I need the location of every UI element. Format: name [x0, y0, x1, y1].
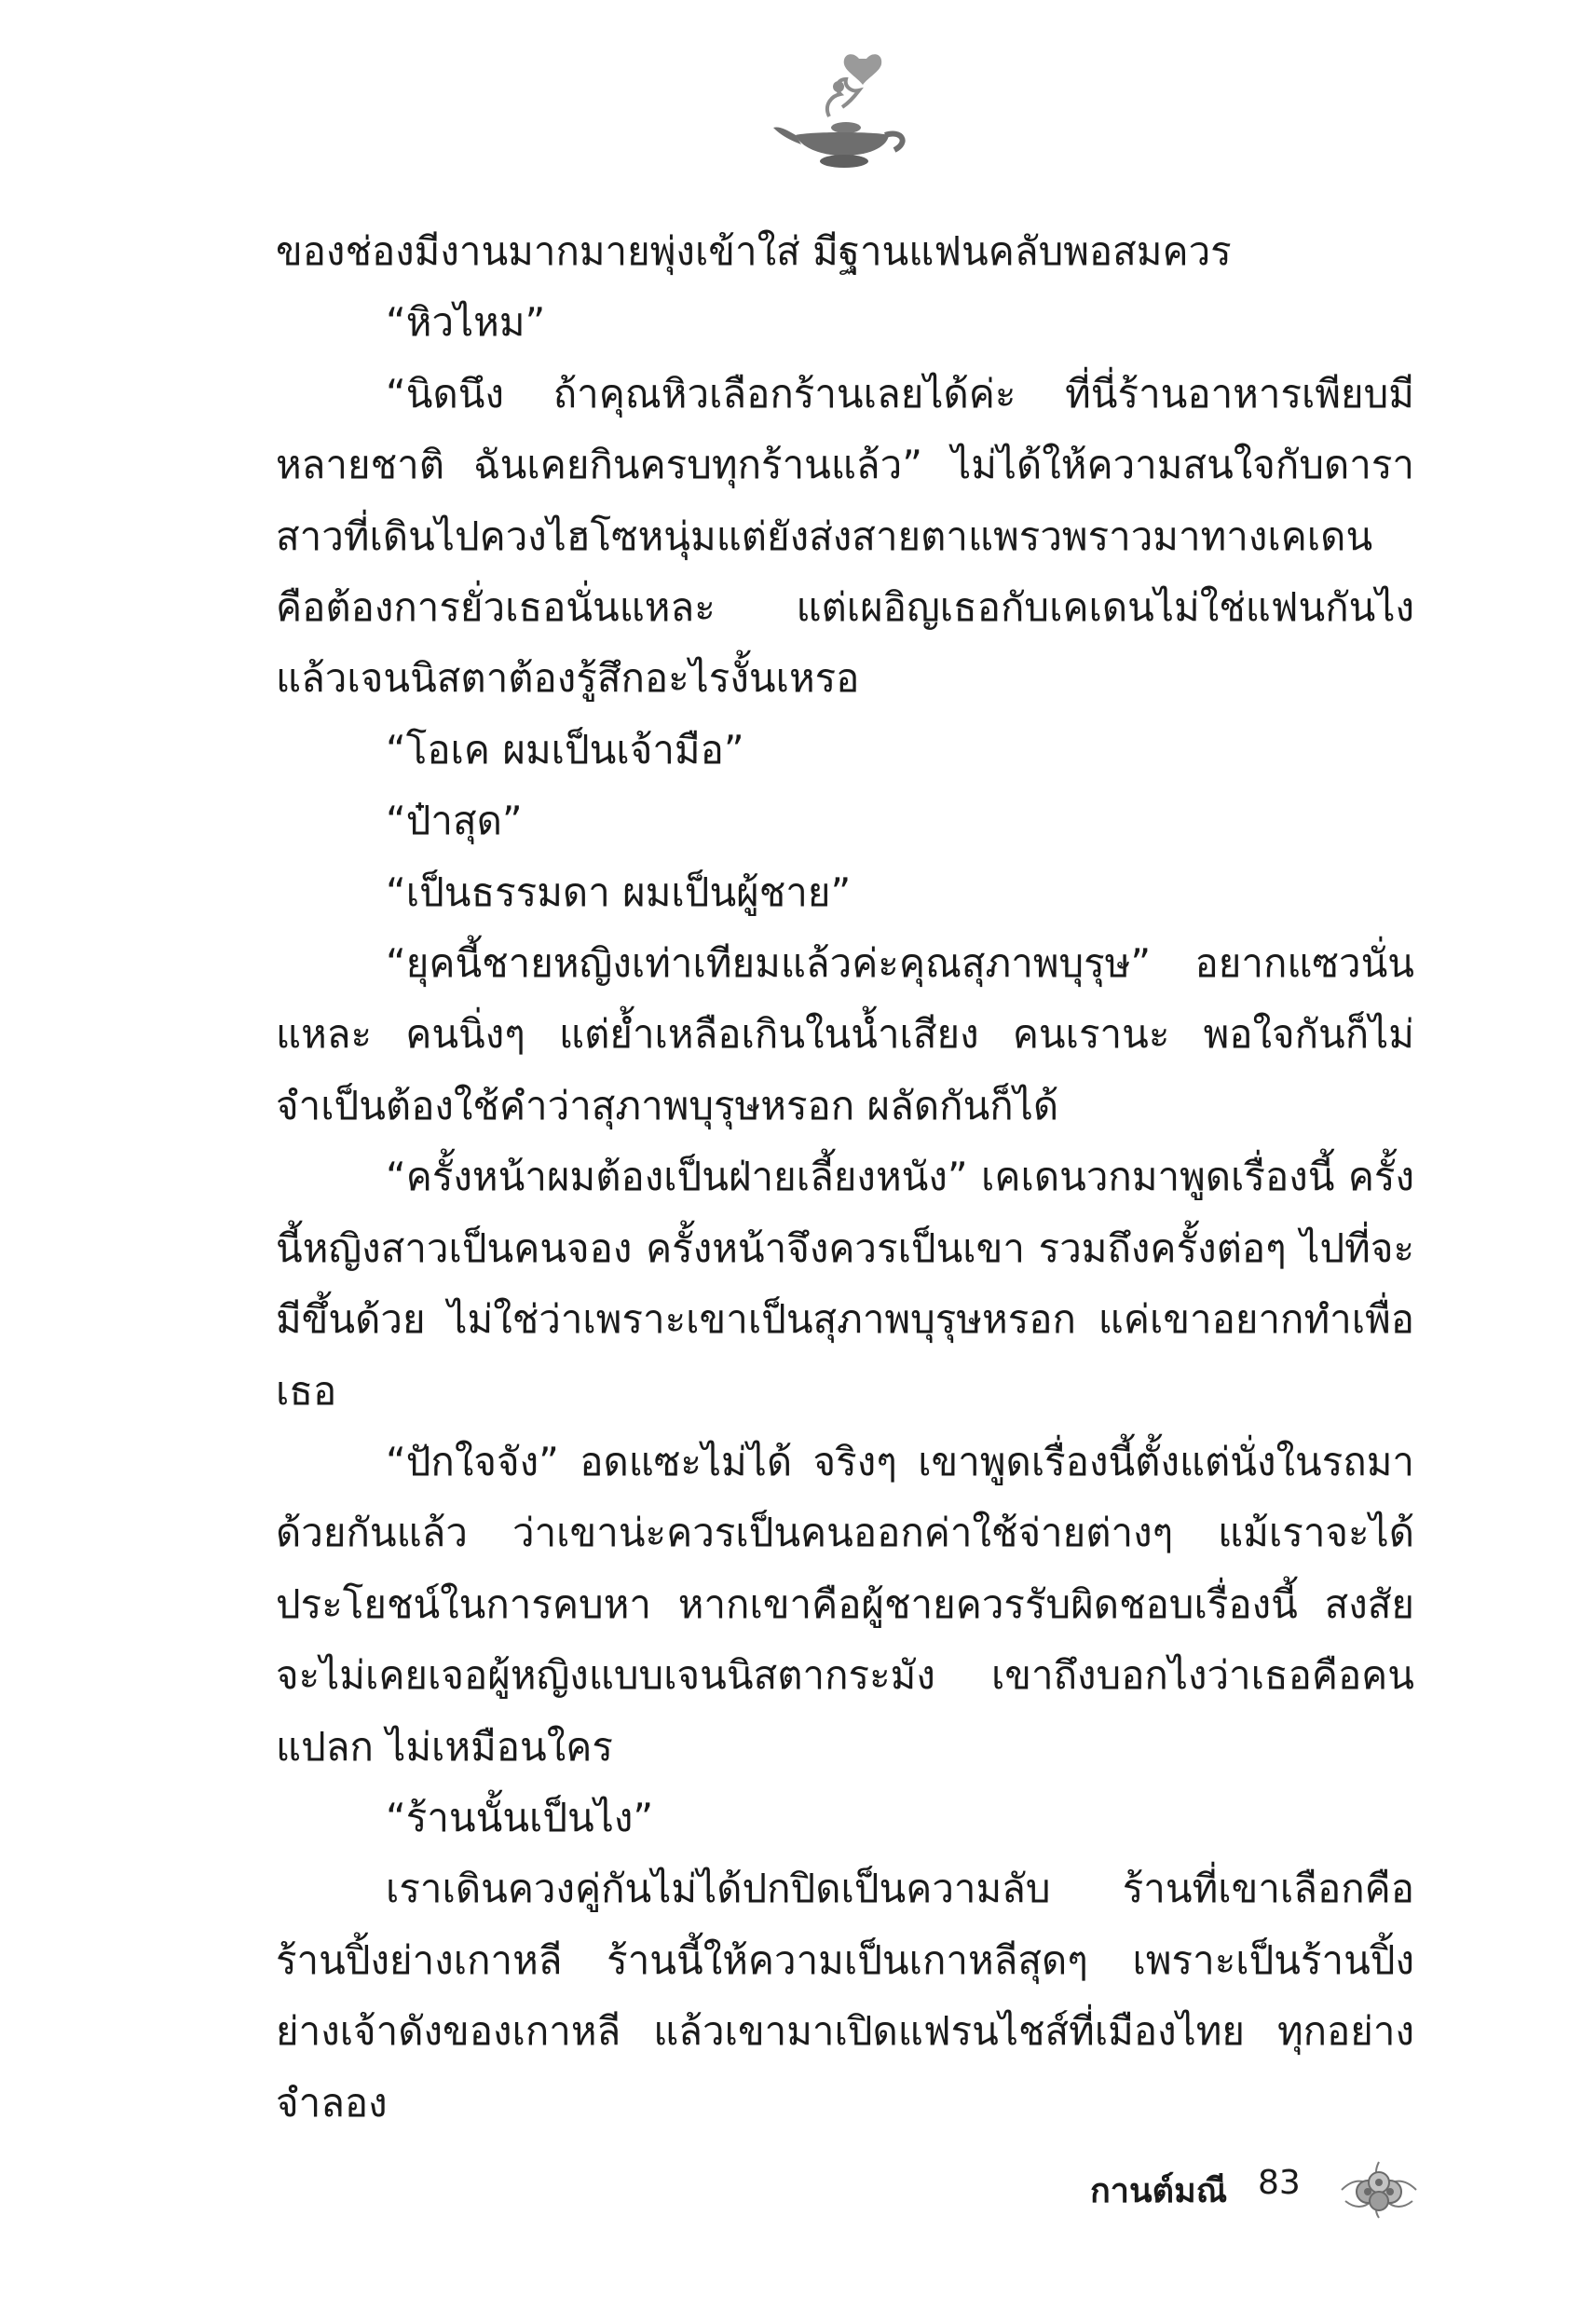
- flower-bouquet-icon: [1332, 2143, 1425, 2227]
- paragraph: “นิดนึง ถ้าคุณหิวเลือกร้านเลยได้ค่ะ ที่นี่ร้านอาหารเพียบมีหลายชาติ ฉันเคยกินครบทุกร้านแล้ว” ไม่ได้ให้ความสนใจกับดาราสาวที่เดินไปควงไฮโซหนุ่มแต่ยังส่งสายตาแพรวพราวมาทางเคเดน คือต้องการยั่วเธอนั่นแหละ แต่เผอิญเธอกับเคเดนไม่ใช่แฟนกันไง แล้วเจนนิสตาต้องรู้สึกอะไรงั้นเหรอ: [276, 370, 1414, 702]
- paragraph: “หิวไหม”: [386, 299, 546, 346]
- paragraph: “ครั้งหน้าผมต้องเป็นฝ่ายเลี้ยงหนัง” เคเดนวกมาพูดเรื่องนี้ ครั้งนี้หญิงสาวเป็นคนจอง ครั้งหน้าจึงควรเป็นเขา รวมถึงครั้งต่อๆ ไปที่จะมีขึ้นด้วย ไม่ใช่ว่าเพราะเขาเป็นสุภาพบุรุษหรอก แค่เขาอยากทำเพื่อเธอ: [276, 1154, 1414, 1414]
- paragraph: “ยุคนี้ชายหญิงเท่าเทียมแล้วค่ะคุณสุภาพบุรุษ” อยากแซวนั่นแหละ คนนิ่งๆ แต่ย้ำเหลือเกินในน้ำเสียง คนเรานะ พอใจกันก็ไม่จำเป็นต้องใช้คำว่าสุภาพบุรุษหรอก ผลัดกันก็ได้: [276, 940, 1414, 1128]
- book-title: กานต์มณี: [1090, 2172, 1228, 2210]
- paragraph: “ร้านนั้นเป็นไง”: [386, 1794, 654, 1840]
- paragraph: “โอเค ผมเป็นเจ้ามือ”: [386, 726, 744, 773]
- paragraph: “ป๋าสุด”: [386, 798, 523, 844]
- paragraph: “ปักใจจัง” อดแซะไม่ได้ จริงๆ เขาพูดเรื่องนี้ตั้งแต่นั่งในรถมาด้วยกันแล้ว ว่าเขาน่ะควรเป็นคนออกค่าใช้จ่ายต่างๆ แม้เราจะได้ประโยชน์ในการคบหา หากเขาคือผู้ชายควรรับผิดชอบเรื่องนี้ สงสัยจะไม่เคยเจอผู้หญิงแบบเจนนิสตากระมัง เขาถึงบอกไงว่าเธอคือคนแปลก ไม่เหมือนใคร: [276, 1438, 1414, 1770]
- paragraph: ของช่องมีงานมากมายพุ่งเข้าใส่ มีฐานแฟนคลับพอสมควร: [276, 228, 1232, 274]
- page-footer: [1090, 2143, 1425, 2236]
- paragraph: “เป็นธรรมดา ผมเป็นผู้ชาย”: [386, 868, 852, 915]
- page-number: 83: [1258, 2164, 1301, 2202]
- body-text: [276, 216, 1414, 2139]
- paragraph: เราเดินควงคู่กันไม่ได้ปกปิดเป็นความลับ ร้านที่เขาเลือกคือร้านปิ้งย่างเกาหลี ร้านนี้ให้ความเป็นเกาหลีสุดๆ เพราะเป็นร้านปิ้งย่างเจ้าดังของเกาหลี แล้วเขามาเปิดแฟรนไชส์ที่เมืองไทย ทุกอย่างจำลอง: [276, 1866, 1414, 2126]
- genie-lamp-heart-icon: [773, 51, 913, 172]
